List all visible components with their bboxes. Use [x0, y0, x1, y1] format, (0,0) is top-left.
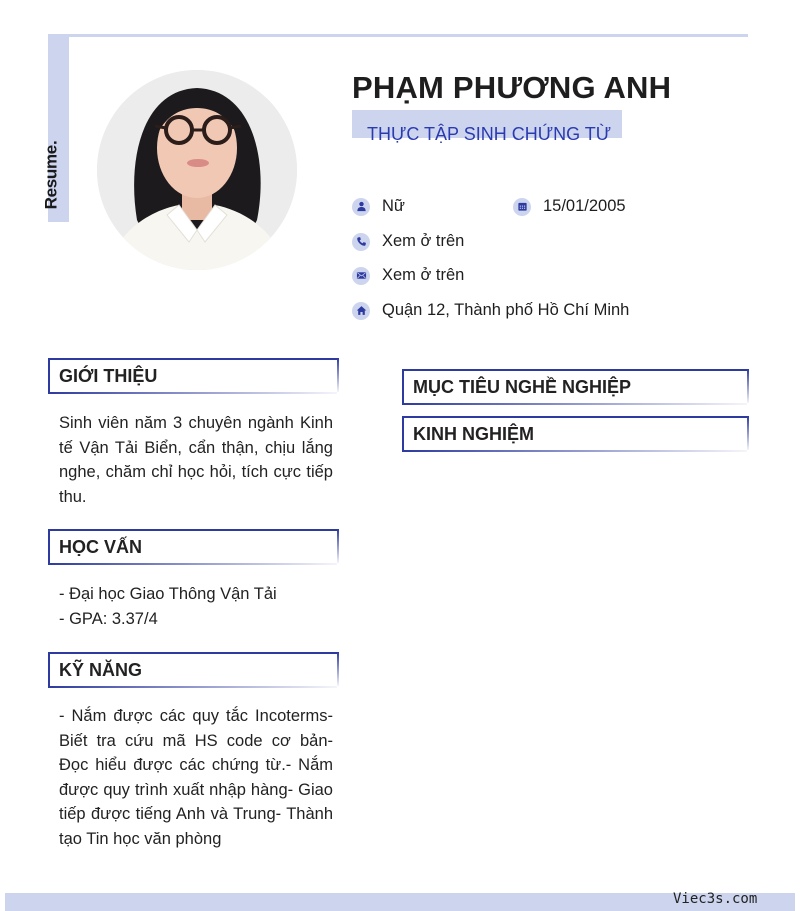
- info-birthday: [513, 197, 626, 216]
- section-body-skills: [59, 704, 333, 851]
- education-line: - Đại học Giao Thông Vận Tải: [59, 585, 277, 603]
- portrait-photo: [97, 70, 297, 270]
- resume-label-text: Resume.: [41, 140, 61, 210]
- education-line: - GPA: 3.37/4: [59, 609, 158, 628]
- intro-text: Sinh viên năm 3 chuyên ngành Kinh tế Vận Tải Biển, cẩn thận, chịu lắng nghe, chăm chỉ học hỏi, tích cực tiếp thu.: [59, 414, 333, 506]
- calendar-icon: [513, 198, 531, 216]
- candidate-name: PHẠM PHƯƠNG ANH: [352, 70, 672, 105]
- section-title-skills: KỸ NĂNG: [59, 660, 143, 680]
- resume-vertical-label: [37, 120, 65, 230]
- info-phone: [352, 232, 464, 251]
- job-title: THỰC TẬP SINH CHỨNG TỪ: [367, 124, 612, 144]
- info-email: [352, 266, 464, 285]
- info-address: [352, 301, 629, 320]
- section-header-experience: [402, 416, 747, 450]
- section-body-education: [59, 582, 333, 631]
- section-title-intro: GIỚI THIỆU: [59, 366, 158, 386]
- section-header-education: [48, 529, 337, 563]
- section-header-skills: [48, 652, 337, 686]
- section-title-education: HỌC VẤN: [59, 537, 143, 557]
- footer-brand: Viec3s.com: [673, 891, 758, 907]
- home-icon: [352, 302, 370, 320]
- phone-icon: [352, 233, 370, 251]
- birthday-value: 15/01/2005: [543, 197, 626, 215]
- person-icon: [352, 198, 370, 216]
- phone-value: Xem ở trên: [382, 232, 465, 250]
- info-gender: [352, 197, 405, 216]
- skills-text: - Nắm được các quy tắc Incoterms- Biết tra cứu mã HS code cơ bản- Đọc hiểu được các chứng từ.- Nắm được quy trình xuất nhập hàng- Giao tiếp được tiếng Anh và Trung- Thành tạo Tin học văn phòng: [59, 707, 333, 848]
- section-title-experience: KINH NGHIỆM: [413, 424, 534, 444]
- address-value: Quận 12, Thành phố Hồ Chí Minh: [382, 301, 630, 319]
- avatar: [97, 70, 297, 270]
- section-body-intro: [59, 411, 333, 509]
- top-accent-bar: [68, 34, 748, 37]
- section-title-objective: MỤC TIÊU NGHỀ NGHIỆP: [413, 377, 632, 397]
- gender-value: Nữ: [382, 197, 405, 215]
- section-header-objective: [402, 369, 747, 403]
- section-header-intro: [48, 358, 337, 392]
- mail-icon: [352, 267, 370, 285]
- email-value: Xem ở trên: [382, 266, 465, 284]
